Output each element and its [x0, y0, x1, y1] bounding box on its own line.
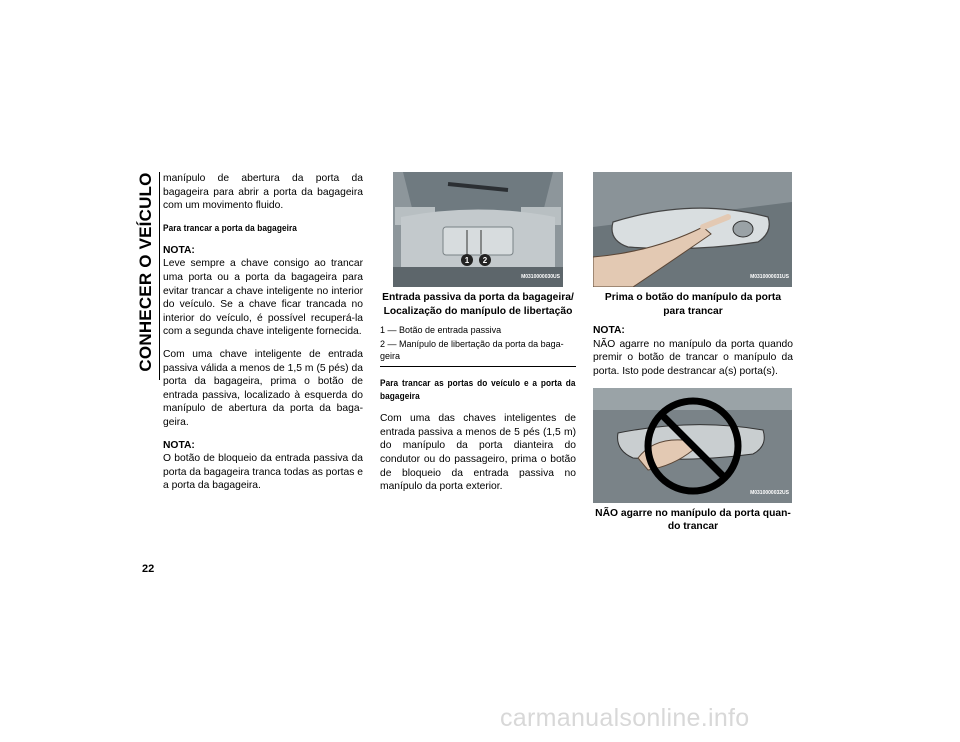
figure-caption: Entrada passiva da porta da bagageira/ Localização do manípulo de libertação: [382, 292, 574, 317]
liftgate-illustration: [393, 172, 563, 287]
liftgate-figure: [393, 172, 563, 287]
column-3: [593, 172, 793, 540]
do-not-grab-illustration: [593, 388, 792, 503]
note-label: NOTA:: [593, 325, 625, 337]
paragraph: Com uma chave inteligente de entrada passiva válida a menos de 1,5 m (5 pés) da porta da bagageira, prima o botão de entrada passiva, localizado à esquerda do manípulo de abertura da porta da baga-geira.: [163, 348, 363, 428]
do-not-grab-figure: [593, 388, 792, 503]
legend-item: 2 — Manípulo de libertação da porta da baga-geira: [380, 339, 564, 362]
callout-1: 1: [464, 256, 470, 265]
section-title: CONHECER O VEÍCULO: [136, 172, 155, 372]
paragraph: Com uma das chaves inteligentes de entrada passiva a menos de 5 pés (1,5 m) do manípulo da porta dianteira do condutor ou do passageiro, prima o botão de bloqueio da entrada passiva no manípulo da porta exterior.: [380, 413, 576, 493]
subheading: Para trancar a porta da bagageira: [163, 222, 297, 234]
side-rule: [159, 172, 160, 380]
note-text: NÃO agarre no manípulo da porta quando premir o botão de trancar o manípulo da porta. Isto pode destrancar a(s) porta(s).: [593, 338, 793, 377]
figure-code: M0310000030US: [521, 274, 560, 281]
door-handle-illustration: [593, 172, 792, 287]
watermark: carmanualsonline.info: [500, 704, 750, 732]
legend-item: 1 — Botão de entrada passiva: [380, 325, 502, 336]
column-2: [380, 172, 576, 503]
note-text: Leve sempre a chave consigo ao trancar uma porta ou a porta da bagageira para evitar trancar a chave inteligente no interior do veículo. Se a chave ficar trancada no interior do veículo, é possível recuperá-la com a segunda chave inteligente fornecida.: [163, 258, 363, 338]
figure-caption: Prima o botão do manípulo da porta para trancar: [604, 292, 782, 317]
figure-code: M0310000032US: [750, 489, 789, 496]
section-side-tab: [135, 172, 157, 372]
note-label: NOTA:: [163, 244, 195, 256]
divider: [380, 366, 576, 367]
callout-2: 2: [482, 256, 488, 265]
figure-caption: NÃO agarre no manípulo da porta quan-do trancar: [595, 507, 791, 533]
note-text: O botão de bloqueio da entrada passiva da porta da bagageira tranca todas as portas e a porta da bagageira.: [163, 453, 363, 492]
figure-legend: [380, 324, 576, 362]
door-handle-figure: [593, 172, 792, 287]
note-label: NOTA:: [163, 439, 195, 451]
subheading: Para trancar as portas do veículo e a porta da bagageira: [380, 378, 576, 403]
page-number: 22: [142, 563, 155, 575]
paragraph: manípulo de abertura da porta da bagageira para abrir a porta da bagageira com um movimento fluido.: [163, 173, 363, 212]
column-1: [163, 172, 363, 502]
figure-code: M0310000031US: [750, 274, 789, 281]
